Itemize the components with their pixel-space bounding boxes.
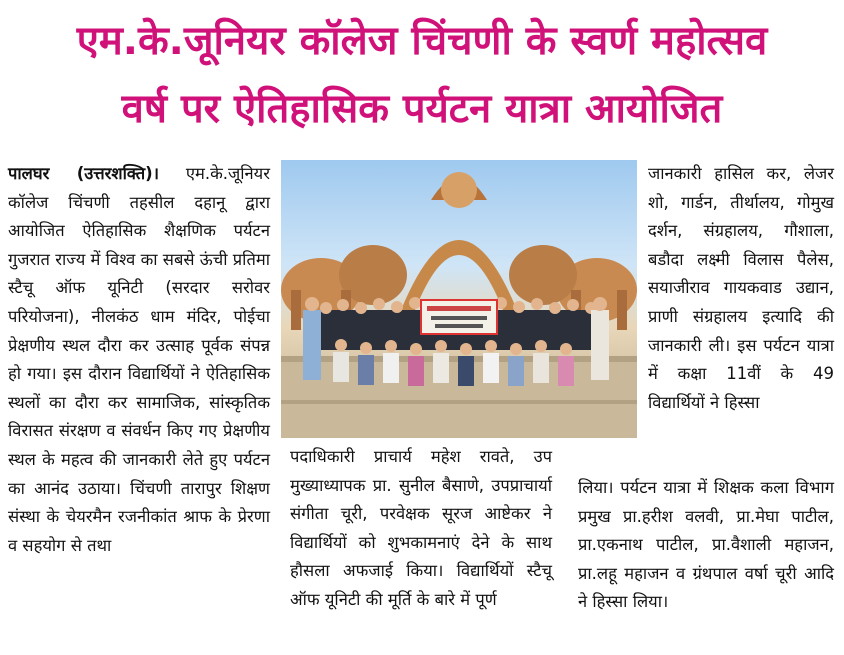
dateline: पालघर (उत्तरशक्ति)। [8, 164, 159, 183]
headline-line-1: एम.के.जूनियर कॉलेज चिंचणी के स्वर्ण महोत्सव [76, 18, 768, 64]
headline-line-2: वर्ष पर ऐतिहासिक पर्यटन यात्रा आयोजित [121, 86, 723, 132]
article-column-3-top [648, 160, 834, 417]
group-photo-illustration [281, 160, 637, 438]
article-column-2 [290, 443, 552, 615]
article-text-col2: पदाधिकारी प्राचार्य महेश रावते, उप मुख्याध्यापक प्रा. सुनील बैसाणे, उपप्राचार्या संगीता चूरी, परवेक्षक सूरज आष्टेकर ने विद्यार्थियों को शुभकामनाएं देने के साथ हौसला अफजाई किया। विद्यार्थियों स्टैचू ऑफ यूनिटी की मूर्ति के बारे में पूर्ण [290, 447, 552, 609]
article-column-1 [8, 160, 270, 560]
article-text-col3a: जानकारी हासिल कर, लेजर शो, गार्डन, तीर्थालय, गोमुख दर्शन, संग्रहालय, गौशाला, बडौदा लक्ष्मी विलास पैलेस, सयाजीराव गायकवाड उद्यान, प्राणी संग्रहालय इत्यादि की जानकारी ली। इस पर्यटन यात्रा में कक्षा 11वीं के 49 विद्यार्थियों ने हिस्सा [648, 164, 834, 412]
article-text-col3b: लिया। पर्यटन यात्रा में शिक्षक कला विभाग प्रमुख प्रा.हरीश वलवी, प्रा.मेघा पाटील, प्रा.एकनाथ पाटील, प्रा.वैशाली महाजन, प्रा.लहू महाजन व ग्रंथपाल वर्षा चूरी आदि ने हिस्सा लिया। [578, 478, 834, 612]
article-column-3-bottom [578, 474, 834, 617]
group-photo [281, 160, 637, 438]
article-text-col1: एम.के.जूनियर कॉलेज चिंचणी तहसील दहानू द्वारा आयोजित ऐतिहासिक शैक्षणिक पर्यटन गुजरात राज्य में विश्व का सबसे ऊंची प्रतिमा स्टैचू ऑफ यूनिटी (सरदार सरोवर परियोजना), नीलकंठ धाम मंदिर, पोईचा प्रेक्षणीय स्थल दौरा कर उत्साह पूर्वक संपन्न हो गया। इस दौरान विद्यार्थियों ने ऐतिहासिक स्थलों का दौरा कर सामाजिक, सांस्कृतिक विरासत संरक्षण व संवर्धन किए गए प्रेक्षणीय स्थल के महत्व की जानकारी लेते हुए पर्यटन का आनंद उठाया। चिंचणी तारापुर शिक्षण संस्था के चेयरमैन रजनीकांत श्राफ के प्रेरणा व सहयोग से तथा [8, 164, 270, 555]
